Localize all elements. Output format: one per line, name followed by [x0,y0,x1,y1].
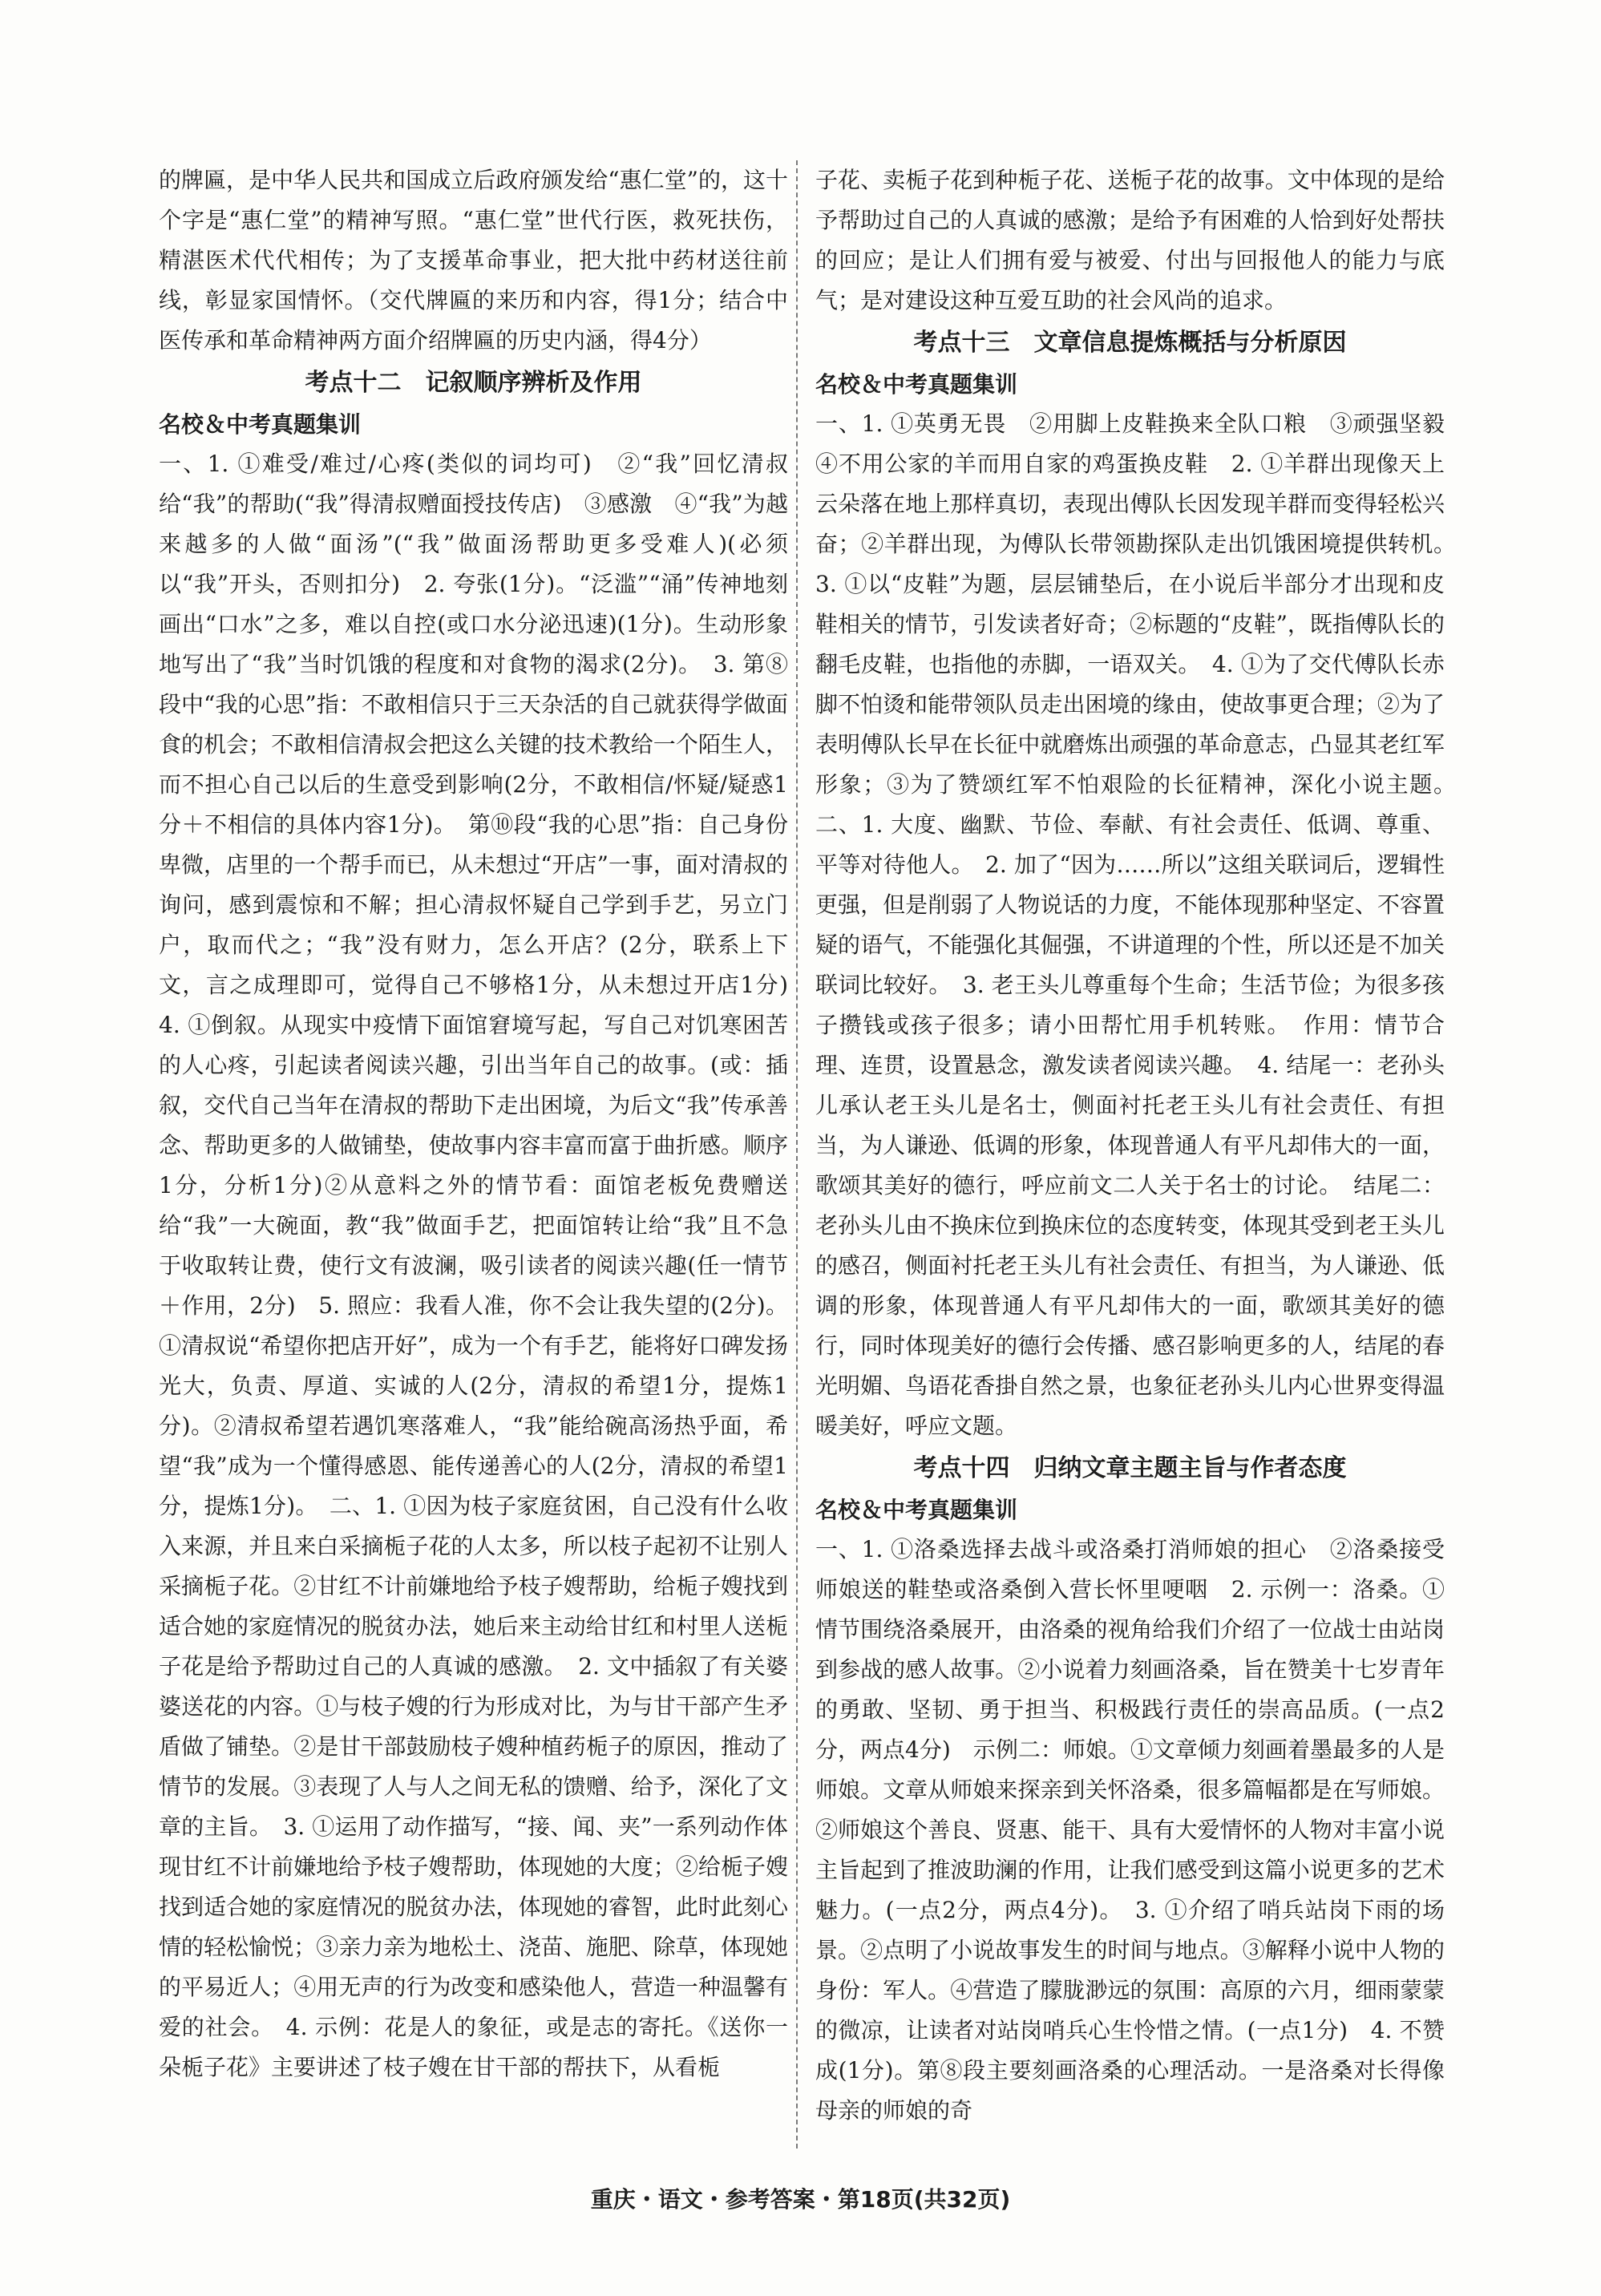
section-13-body: 一、1. ①英勇无畏 ②用脚上皮鞋换来全队口粮 ③顽强坚毅 ④不用公家的羊而用自家的鸡蛋换皮鞋 2. ①羊群出现像天上云朵落在地上那样真切，表现出傅队长因发现羊群而变得轻松兴奋；②羊群出现，为傅队长带领勘探队走出饥饿困境提供转机。 3. ①以“皮鞋”为题，层层铺垫后，在小说后半部分才出现和皮鞋相关的情节，引发读者好奇；②标题的“皮鞋”，既指傅队长的翻毛皮鞋，也指他的赤脚，一语双关。 4. ①为了交代傅队长赤脚不怕烫和能带领队员走出困境的缘由，使故事更合理；②为了表明傅队长早在长征中就磨炼出顽强的革命意志，凸显其老红军形象；③为了赞颂红军不怕艰险的长征精神，深化小说主题。 二、1. 大度、幽默、节俭、奉献、有社会责任、低调、尊重、平等对待他人。 2. 加了“因为……所以”这组关联词后，逻辑性更强，但是削弱了人物说话的力度，不能体现那种坚定、不容置疑的语气，不能强化其倔强，不讲道理的个性，所以还是不加关联词比较好。 3. 老王头儿尊重每个生命；生活节俭；为很多孩子攒钱或孩子很多；请小田帮忙用手机转账。 作用：情节合理、连贯，设置悬念，激发读者阅读兴趣。 4. 结尾一：老孙头儿承认老王头儿是名士，侧面衬托老王头儿有社会责任、有担当，为人谦逊、低调的形象，体现普通人有平凡却伟大的一面，歌颂其美好的德行，呼应前文二人关于名士的讨论。 结尾二：老孙头儿由不换床位到换床位的态度转变，体现其受到老王头儿的感召，侧面衬托老王头儿有社会责任、有担当，为人谦逊、低调的形象，体现普通人有平凡却伟大的一面，歌颂其美好的德行，同时体现美好的德行会传播、感召影响更多的人，结尾的春光明媚、鸟语花香掛自然之景，也象征老孙头儿内心世界变得温暖美好，呼应文题。 [815,410,1468,1439]
section-14-title: 考点十四 归纳文章主题主旨与作者态度 [913,1454,1347,1482]
section-14-subtitle: 名校＆中考真题集训 [815,1497,1018,1523]
section-14-body: 一、1. ①洛桑选择去战斗或洛桑打消师娘的担心 ②洛桑接受师娘送的鞋垫或洛桑倒入营长怀里哽咽 2. 示例一：洛桑。①情节围绕洛桑展开，由洛桑的视角给我们介绍了一位战士由站岗到参战的感人故事。②小说着力刻画洛桑，旨在赞美十七岁青年的勇敢、坚韧、勇于担当、积极践行责任的崇高品质。(一点2分，两点4分) 示例二：师娘。①文章倾力刻画着墨最多的人是师娘。文章从师娘来探亲到关怀洛桑，很多篇幅都是在写师娘。②师娘这个善良、贤惠、能干、具有大爱情怀的人物对丰富小说主旨起到了推波助澜的作用，让我们感受到这篇小说更多的艺术魅力。(一点2分，两点4分)。 3. ①介绍了哨兵站岗下雨的场景。②点明了小说故事发生的时间与地点。③解释小说中人物的身份：军人。④营造了朦胧渺远的氛围：高原的六月，细雨蒙蒙的微凉，让读者对站岗哨兵心生怜惜之情。(一点1分) 4. 不赞成(1分)。第⑧段主要刻画洛桑的心理活动。一是洛桑对长得像母亲的师娘的奇 [815,1536,1445,2124]
left-intro-paragraph: 的牌匾，是中华人民共和国成立后政府颁发给“惠仁堂”的，这十个字是“惠仁堂”的精神写照。“惠仁堂”世代行医，救死扶伤，精湛医术代代相传；为了支援革命事业，把大批中药材送往前线，彰显家国情怀。（交代牌匾的来历和内容，得1分；结合中医传承和革命精神两方面介绍牌匾的历史内涵，得4分） [159,167,788,354]
section-13-subtitle: 名校＆中考真题集训 [815,371,1018,398]
page-footer: 重庆・语文・参考答案・第18页(共32页) [590,2186,1011,2213]
right-column [815,160,1468,2140]
section-12-subtitle: 名校＆中考真题集训 [159,411,362,438]
left-column [159,160,811,2140]
column-divider [796,160,798,2148]
section-12-title: 考点十二 记叙顺序辨析及作用 [305,369,642,397]
right-intro-paragraph: 子花、卖栀子花到种栀子花、送栀子花的故事。文中体现的是给予帮助过自己的人真诚的感激；是给予有困难的人恰到好处帮扶的回应；是让人们拥有爱与被爱、付出与回报他人的能力与底气；是对建设这种互爱互助的社会风尚的追求。 [815,167,1445,313]
section-13-title: 考点十三 文章信息提炼概括与分析原因 [913,329,1347,357]
section-12-body: 一、1. ①难受/难过/心疼(类似的词均可) ②“我”回忆清叔给“我”的帮助(“我”得清叔赠面授技传店) ③感激 ④“我”为越来越多的人做“面汤”(“我”做面汤帮助更多受难人)(必须以“我”开头，否则扣分) 2. 夸张(1分)。“泛滥”“涌”传神地刻画出“口水”之多，难以自控(或口水分泌迅速)(1分)。生动形象地写出了“我”当时饥饿的程度和对食物的渴求(2分)。 3. 第⑧段中“我的心思”指：不敢相信只于三天杂活的自己就获得学做面食的机会；不敢相信清叔会把这么关键的技术教给一个陌生人，而不担心自己以后的生意受到影响(2分，不敢相信/怀疑/疑惑1分＋不相信的具体内容1分)。 第⑩段“我的心思”指：自己身份卑微，店里的一个帮手而已，从未想过“开店”一事，面对清叔的询问，感到震惊和不解；担心清叔怀疑自己学到手艺，另立门户，取而代之；“我”没有财力，怎么开店？(2分，联系上下文，言之成理即可，觉得自己不够格1分，从未想过开店1分) 4. ①倒叙。从现实中疫情下面馆窘境写起，写自己对饥寒困苦的人心疼，引起读者阅读兴趣，引出当年自己的故事。(或：插叙，交代自己当年在清叔的帮助下走出困境，为后文“我”传承善念、帮助更多的人做铺垫，使故事内容丰富而富于曲折感。顺序1分，分析1分)②从意料之外的情节看：面馆老板免费赠送给“我”一大碗面，教“我”做面手艺，把面馆转让给“我”且不急于收取转让费，使行文有波澜，吸引读者的阅读兴趣(任一情节＋作用，2分) 5. 照应：我看人准，你不会让我失望的(2分)。①清叔说“希望你把店开好”，成为一个有手艺，能将好口碑发扬光大，负责、厚道、实诚的人(2分，清叔的希望1分，提炼1分)。②清叔希望若遇饥寒落难人，“我”能给碗高汤热乎面，希望“我”成为一个懂得感恩、能传递善心的人(2分，清叔的希望1分，提炼1分)。 二、1. ①因为枝子家庭贫困，自己没有什么收入来源，并且来白采摘栀子花的人太多，所以枝子起初不让别人采摘栀子花。②甘红不计前嫌地给予枝子嫂帮助，给栀子嫂找到适合她的家庭情况的脱贫办法，她后来主动给甘红和村里人送栀子花是给予帮助过自己的人真诚的感激。 2. 文中插叙了有关婆婆送花的内容。①与枝子嫂的行为形成对比，为与甘干部产生矛盾做了铺垫。②是甘干部鼓励枝子嫂种植药栀子的原因，推动了情节的发展。③表现了人与人之间无私的馈赠、给予，深化了文章的主旨。 3. ①运用了动作描写，“接、闻、夹”一系列动作体现甘红不计前嫌地给予枝子嫂帮助，体现她的大度；②给栀子嫂找到适合她的家庭情况的脱贫办法，体现她的睿智，此时此刻心情的轻松愉悦；③亲力亲为地松土、浇苗、施肥、除草，体现她的平易近人；④用无声的行为改变和感染他人，营造一种温馨有爱的社会。 4. 示例：花是人的象征，或是志的寄托。《送你一朵栀子花》主要讲述了枝子嫂在甘干部的帮扶下，从看栀 [159,451,811,2080]
